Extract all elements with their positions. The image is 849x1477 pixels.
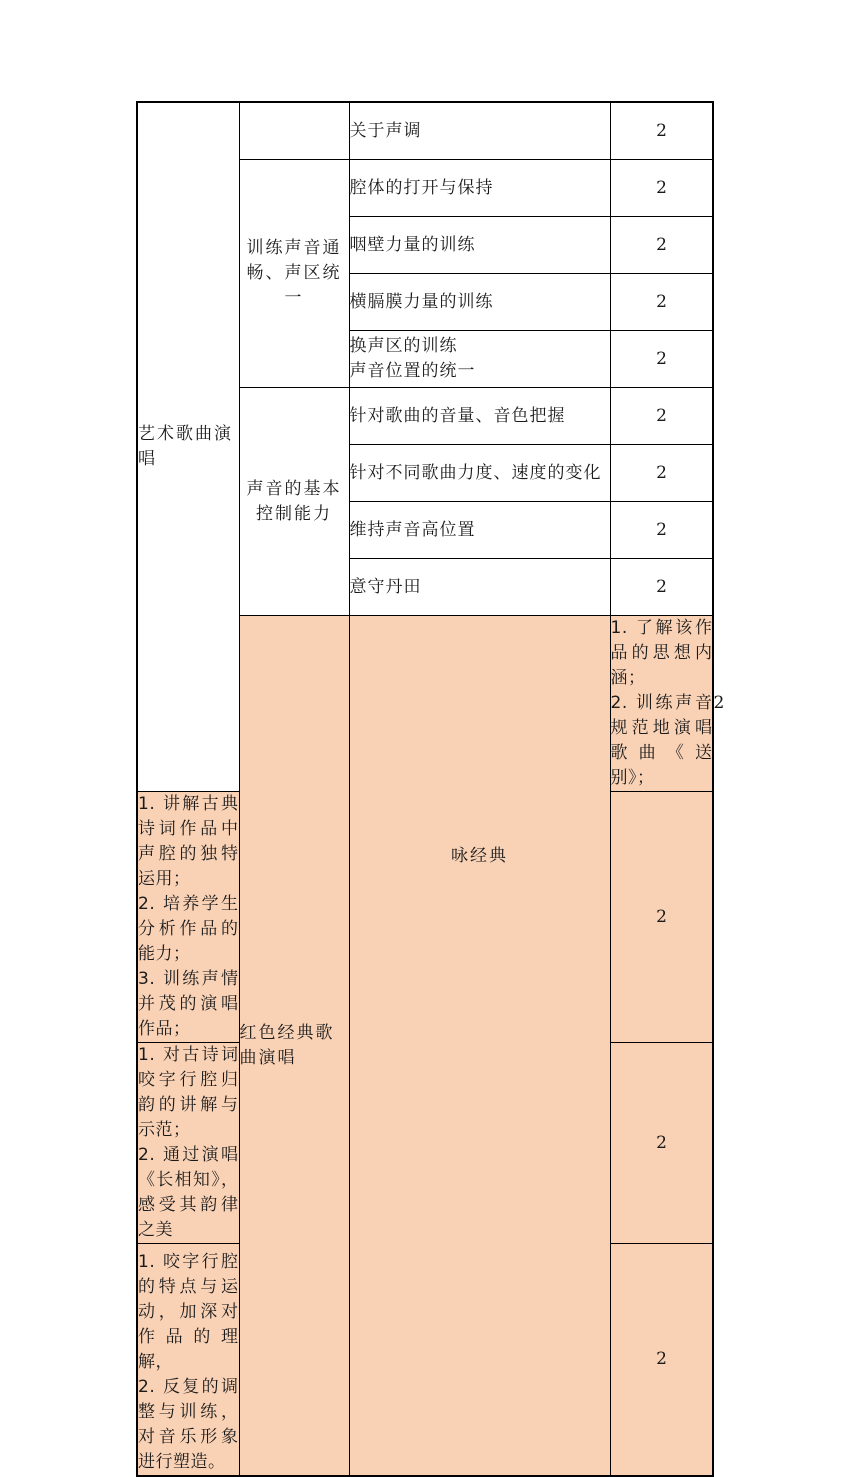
hours-cell: 2 (610, 502, 713, 559)
hours-cell: 2 (610, 1244, 713, 1477)
topic-line: 1. 咬字行腔的特点与运动，加深对作品的理解， (138, 1252, 239, 1372)
table-row (137, 102, 713, 160)
topic-line: 维持声音高位置 (349, 519, 476, 540)
hours-cell: 2 (610, 274, 713, 331)
hours-cell: 2 (610, 331, 713, 388)
hours-cell: 2 (610, 388, 713, 445)
hours-cell: 2 (610, 445, 713, 502)
topic-cell (610, 616, 713, 792)
module-name: 艺术歌曲演唱 (138, 424, 233, 469)
topic-line: 咽壁力量的训练 (349, 234, 476, 255)
topic-line: 2. 通过演唱《长相知》，感受其韵律之美 (138, 1145, 239, 1240)
topic-line: 换声区的训练 (349, 336, 458, 356)
module-name: 红色经典歌曲演唱 (239, 1022, 335, 1068)
topic-cell (349, 217, 610, 274)
topic-line: 3. 训练声情并茂的演唱作品； (138, 969, 239, 1039)
hours-cell: 2 (610, 217, 713, 274)
unit-name-cell (239, 160, 349, 388)
topic-cell (349, 445, 610, 502)
topic-cell (349, 274, 610, 331)
unit-name: 咏经典 (451, 846, 508, 866)
topic-line: 声音位置的统一 (349, 361, 476, 381)
unit-name-cell (239, 388, 349, 616)
topic-cell (137, 792, 239, 1043)
topic-line: 1. 对古诗词咬字行腔归韵的讲解与示范； (138, 1045, 239, 1140)
hours-cell: 2 (610, 160, 713, 217)
topic-line: 针对歌曲的音量、音色把握 (349, 405, 566, 426)
topic-cell (137, 1244, 239, 1477)
topic-cell (349, 559, 610, 616)
hours-cell: 2 (610, 792, 713, 1043)
unit-name-cell (239, 102, 349, 160)
topic-cell (137, 1043, 239, 1244)
topic-cell (349, 160, 610, 217)
unit-name: 声音的基本控制能力 (246, 478, 342, 524)
topic-line: 腔体的打开与保持 (349, 177, 494, 198)
topic-line: 1. 讲解古典诗词作品中声腔的独特运用； (138, 794, 239, 889)
hours-cell: 2 (610, 559, 713, 616)
hours-cell: 2 (610, 102, 713, 160)
topic-cell (349, 331, 610, 388)
unit-name: 训练声音通畅、声区统一 (246, 238, 342, 308)
curriculum-table (136, 101, 725, 1477)
unit-name-cell (349, 616, 610, 1477)
topic-line: 2. 反复的调整与训练，对音乐形象进行塑造。 (138, 1377, 239, 1472)
topic-line: 2. 训练声音规范地演唱歌曲《送别》； (610, 693, 713, 788)
topic-line: 2. 培养学生分析作品的能力； (138, 894, 239, 964)
topic-cell (349, 102, 610, 160)
topic-cell (349, 388, 610, 445)
module-name-cell (137, 102, 239, 792)
topic-line: 1. 了解该作品的思想内涵； (610, 618, 713, 688)
topic-line: 针对不同歌曲力度、速度的变化 (349, 462, 602, 483)
topic-line: 关于声调 (349, 120, 422, 141)
module-name-cell (239, 616, 349, 1477)
topic-cell (349, 502, 610, 559)
topic-line: 意守丹田 (349, 576, 422, 597)
topic-line: 横膈膜力量的训练 (349, 291, 494, 312)
table-row: 红色经典歌曲演唱 咏经典 1. 了解该作品的思想内涵； 2. 训练声音规范地演唱歌曲《送别》； 2 (137, 616, 713, 792)
hours-cell: 2 (610, 1043, 713, 1244)
